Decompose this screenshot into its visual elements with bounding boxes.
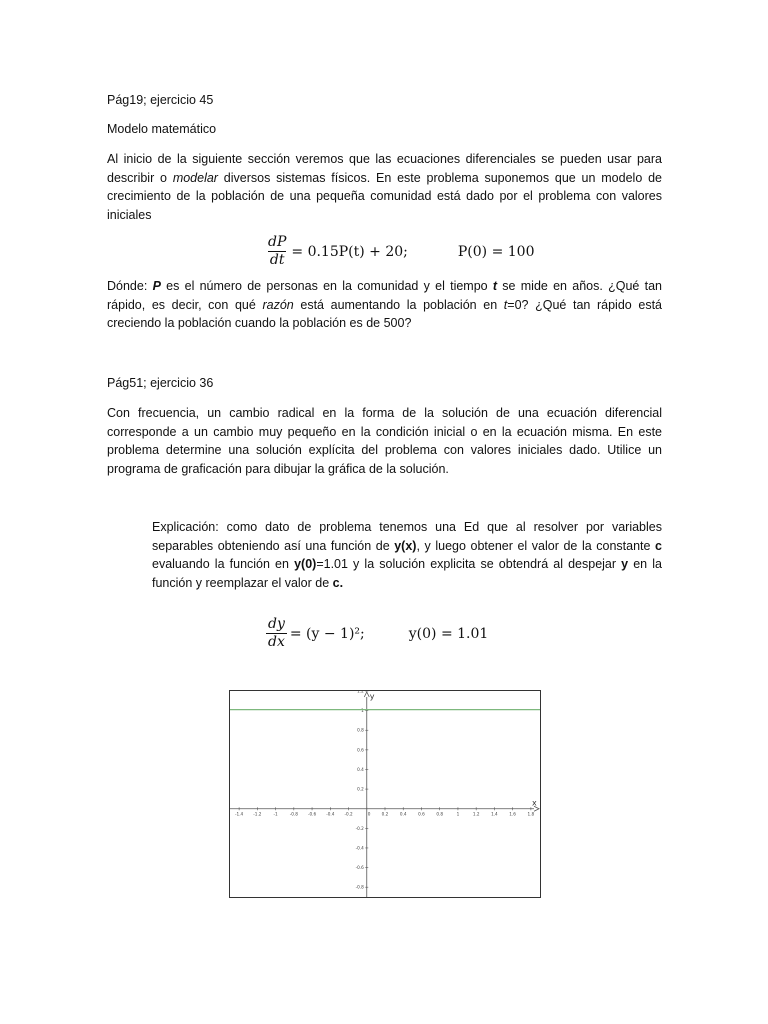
var-P: P (152, 279, 161, 293)
x-tick-label: 1.6 (509, 811, 516, 817)
y-tick-label: 0.2 (357, 786, 364, 792)
var-t: t (492, 279, 498, 293)
fraction-denominator: dt (269, 252, 285, 268)
y-tick-label: -0.2 (355, 825, 364, 831)
equation-separable (266, 616, 488, 651)
expl-text-d: =1.01 y la solución explicita se obtendrá al despejar (316, 557, 622, 571)
x-tick-label: 1.2 (472, 811, 480, 817)
fraction-numerator: dy (268, 616, 285, 632)
expl-bold-c: c (655, 538, 662, 553)
x-tick-label: -0.2 (344, 811, 353, 817)
donde-text-2: es el número de personas en la comunidad y el tiempo (160, 279, 493, 293)
expl-bold-y: y (621, 557, 629, 571)
x-tick-label: 1.8 (527, 811, 535, 817)
fraction-numerator: dP (268, 234, 287, 250)
x-tick-label: -0.4 (326, 811, 335, 817)
donde-text: Dónde: (107, 279, 153, 293)
y-tick-label: -0.4 (355, 845, 364, 851)
intro-text-a: Al inicio de la siguiente sección veremos que las ecuaciones diferenciales se pueden usar para describir o (107, 152, 662, 185)
fraction-denominator: dx (268, 634, 285, 650)
paragraph-frecuencia: Con frecuencia, un cambio radical en la forma de la solución de una ecuación diferencial corresponde a un cambio muy pequeño en la condición inicial o en la ecuación misma. En este problema determine una solución explícita del problema con valores iniciales dado. Utilice un programa de graficación para dibujar la gráfica de la solución. (107, 406, 662, 476)
fraction-dp-dt (266, 234, 288, 269)
graph-svg (230, 691, 540, 897)
x-tick-label: 0.4 (399, 811, 407, 817)
expl-bold-yx: y(x) (394, 538, 417, 553)
y-tick-label: 0.6 (357, 747, 364, 753)
paragraph-explicacion (152, 518, 662, 592)
equation-initial-condition: P(0) = 100 (457, 243, 535, 260)
equation-initial-condition: y(0) = 1.01 (408, 625, 489, 642)
y-tick-label: 0.4 (357, 766, 364, 772)
fraction-dy-dx (266, 616, 287, 651)
italic-razon: razón (262, 297, 294, 312)
expl-text-c: evaluando la función en (152, 557, 295, 571)
expl-bold-c3: c. (332, 575, 344, 590)
y-tick-label: 1.2 (357, 691, 364, 694)
expl-bold-y0: y(0) (294, 557, 317, 571)
x-tick-label: -0.8 (289, 811, 298, 817)
x-axis-label: x (532, 798, 537, 808)
x-tick-label: 1.4 (491, 811, 498, 817)
solution-graph (229, 690, 541, 898)
x-tick-label: -0.6 (307, 811, 317, 817)
expl-text-b: , y luego obtener el valor de la constante (416, 538, 656, 553)
donde-text-5: =0? ¿Qué tan rápido está creciendo la población cuando la población es de 500? (107, 297, 662, 330)
intro-italic-modelar: modelar (172, 170, 218, 185)
x-tick-label: 0.8 (436, 811, 444, 817)
intro-text-b: diversos sistemas físicos. En este problema suponemos que un modelo de crecimiento de la población de una pequeña comunidad está dado por el problema con valores iniciales (107, 170, 662, 222)
donde-text-4: está aumentando la población en (293, 297, 504, 312)
x-tick-label: -1.2 (253, 811, 262, 817)
y-axis-label: y (369, 692, 375, 701)
donde-text-3: se mide en años. ¿Qué tan rápido, es decir, con qué (107, 279, 662, 312)
y-tick-label: 1 (361, 708, 364, 714)
y-tick-label: -0.8 (355, 884, 364, 890)
x-tick-label: 0.2 (381, 811, 389, 817)
x-tick-label: 1 (456, 811, 460, 817)
x-tick-label: 0 (367, 811, 371, 817)
x-tick-label: -1 (273, 811, 278, 817)
paragraph-intro (107, 150, 662, 224)
equation-population (266, 234, 534, 269)
var-t0: t (503, 297, 508, 312)
expl-text-a: Explicación: como dato de problema tenemos una Ed que al resolver por variables separables obteniendo así una función de (152, 520, 662, 553)
equation-rhs: = (y − 1)²; (289, 625, 365, 642)
subheading-modelo: Modelo matemático (107, 122, 217, 136)
expl-text-e: en la función y reemplazar el valor de (152, 557, 662, 590)
y-tick-label: 0.8 (357, 727, 364, 733)
heading-pag19: Pág19; ejercicio 45 (107, 93, 214, 107)
x-tick-label: 0.6 (418, 811, 425, 817)
y-tick-label: -0.6 (355, 865, 364, 871)
paragraph-donde (107, 277, 662, 333)
x-tick-label: -1.4 (235, 811, 244, 817)
y-axis-arrow (364, 692, 369, 697)
heading-pag51: Pág51; ejercicio 36 (107, 376, 214, 390)
equation-rhs: = 0.15P(t) + 20; (291, 243, 408, 260)
